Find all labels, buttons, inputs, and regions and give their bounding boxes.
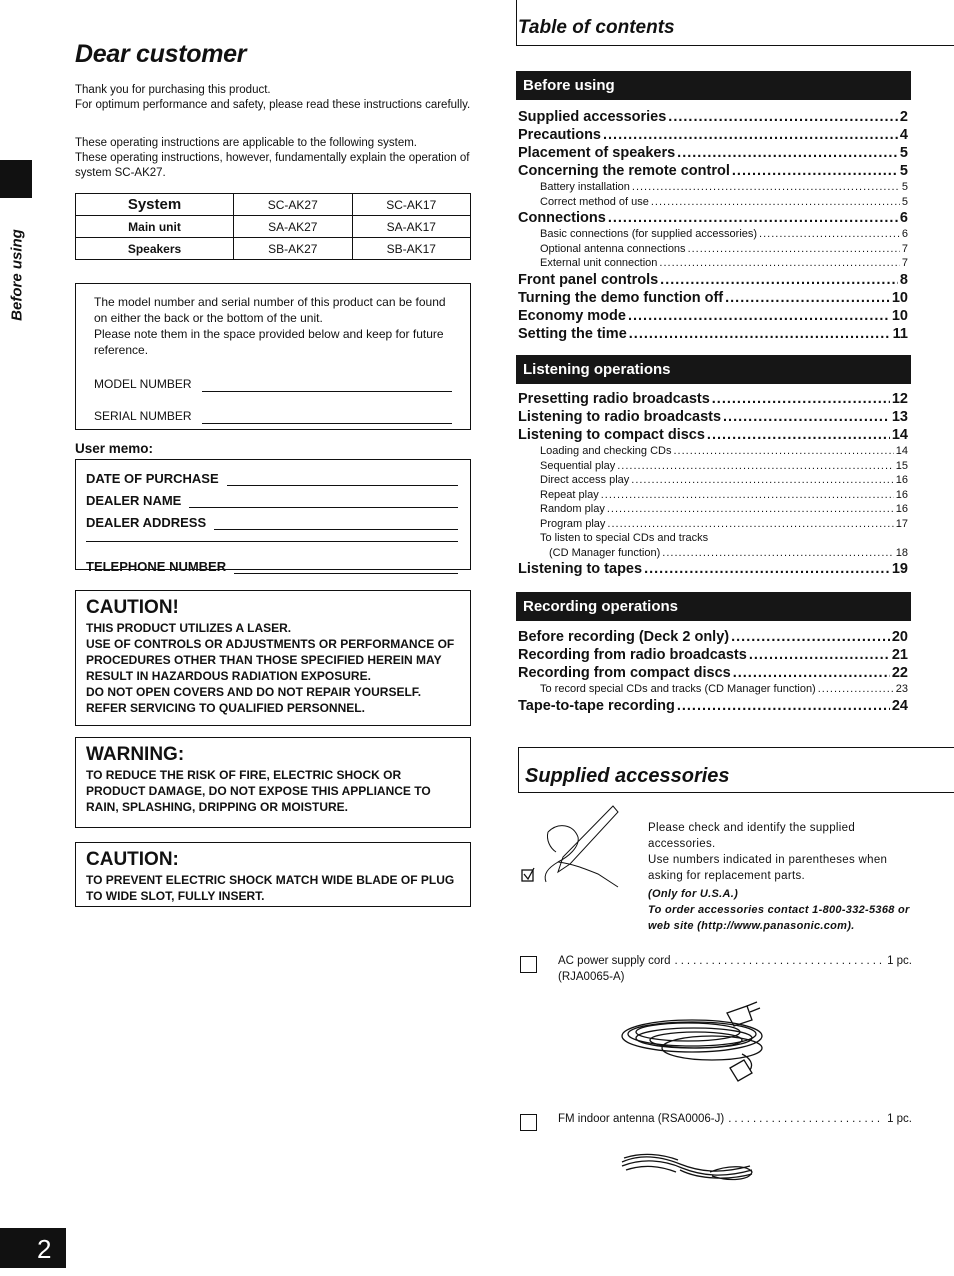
model-box-note: Please note them in the space provided below and keep for future reference. — [94, 327, 444, 357]
toc-entry-page: 22 — [891, 665, 908, 681]
memo-row — [86, 552, 460, 574]
serial-number-row — [94, 408, 452, 424]
leader-dots — [725, 290, 890, 306]
toc-title: Table of contents — [518, 17, 675, 38]
accessory-item — [520, 1113, 912, 1133]
checkbox[interactable] — [520, 1114, 537, 1131]
table-header-cell: SC-AK17 — [352, 194, 471, 216]
toc-entry-page: 2 — [899, 109, 908, 125]
toc-entry-page: 7 — [901, 257, 908, 269]
toc-entry-page: 16 — [895, 488, 908, 501]
toc-entry-page: 5 — [899, 145, 908, 161]
toc-entry[interactable] — [518, 272, 908, 290]
toc-entry-title: Loading and checking CDs — [540, 445, 672, 457]
dealer-name-label: DEALER NAME — [86, 493, 182, 508]
leader-dots — [659, 257, 899, 269]
table-header-cell: SC-AK27 — [234, 194, 353, 216]
toc-entry-page: 23 — [895, 683, 908, 695]
toc-entry[interactable] — [540, 196, 908, 211]
toc-entry-page: 19 — [891, 561, 908, 577]
leader-dots — [660, 272, 898, 288]
toc-entry-title: Repeat play — [540, 488, 599, 501]
warning-box — [75, 737, 471, 828]
toc-entry[interactable] — [518, 326, 908, 344]
accessory-name: AC power supply cord — [558, 955, 671, 967]
toc-entry-page: 8 — [899, 271, 908, 288]
toc-entry-title: Precautions — [518, 127, 601, 143]
accessory-line — [558, 955, 912, 967]
toc-entry-page: 17 — [895, 517, 908, 530]
model-box-text: The model number and serial number of this product can be found on either the back or the bottom of the unit. — [94, 295, 446, 325]
toc-entry-title: Economy mode — [518, 307, 626, 324]
system-table — [75, 193, 471, 260]
leader-dots — [607, 503, 894, 515]
toc-entry-title: Basic connections (for supplied accessories) — [540, 228, 758, 240]
toc-entry[interactable] — [518, 290, 908, 308]
toc-entry-title: Correct method of use — [540, 195, 649, 208]
toc-entry[interactable] — [518, 127, 908, 145]
toc-entry[interactable] — [518, 561, 908, 579]
table-cell: SA-AK17 — [352, 216, 471, 238]
toc-section-band: Listening operations — [516, 355, 911, 384]
toc-entry[interactable] — [518, 308, 908, 326]
toc-entry-title: External unit connection — [540, 257, 658, 269]
toc-entry[interactable] — [518, 629, 908, 647]
toc-entry-page: 21 — [891, 647, 908, 663]
caution-shock-box — [75, 842, 471, 907]
toc-entry-page: 13 — [891, 409, 908, 425]
table-cell: Main unit — [76, 216, 234, 238]
leader-dots — [732, 163, 898, 179]
caution-line: DO NOT OPEN COVERS AND DO NOT REPAIR YOURSELF. REFER SERVICING TO QUALIFIED PERSONNEL. — [86, 685, 422, 715]
leader-dots — [607, 518, 893, 530]
checkbox[interactable] — [520, 956, 537, 973]
caution-title: CAUTION! — [86, 597, 179, 618]
toc-entry-title: Listening to tapes — [518, 561, 643, 577]
toc-entry-title: Turning the demo function off — [518, 289, 724, 306]
usa-note: (Only for U.S.A.) — [648, 888, 739, 900]
toc-entry-title: Concerning the remote control — [518, 163, 730, 179]
toc-entry-title: Setting the time — [518, 325, 627, 342]
toc-entry-page: 15 — [895, 459, 908, 472]
toc-entry[interactable] — [518, 145, 908, 163]
toc-entry-page: 16 — [895, 474, 908, 486]
model-number-row — [94, 376, 452, 392]
toc-entry-title: Tape-to-tape recording — [518, 697, 675, 714]
leader-dots — [675, 955, 884, 967]
toc-entry-page: 5 — [901, 195, 908, 208]
memo-row — [86, 486, 460, 508]
serial-number-label: SERIAL NUMBER — [94, 409, 192, 423]
leader-dots — [733, 665, 890, 681]
toc-entry-page: 14 — [891, 427, 908, 443]
order-info: To order accessories contact 1-800-332-5368 or web site (http://www.panasonic.com). — [648, 904, 910, 932]
intro-thanks: Thank you for purchasing this product. — [75, 84, 271, 96]
toc-entry-title: Before recording (Deck 2 only) — [518, 629, 730, 645]
accessory-qty: 1 pc. — [887, 955, 912, 967]
toc-entry[interactable] — [549, 547, 908, 562]
caution-laser-box — [75, 590, 471, 726]
toc-entry-page: 5 — [901, 181, 908, 193]
intro-explain: These operating instructions, however, fundamentally explain the operation of system SC-AK27. — [75, 152, 470, 179]
leader-dots — [688, 243, 900, 255]
toc-entry-page: 7 — [901, 242, 908, 255]
toc-entry-title: Optional antenna connections — [540, 242, 686, 255]
supplied-description — [648, 820, 913, 934]
memo-line — [214, 519, 458, 530]
fm-antenna-image — [620, 1150, 756, 1186]
toc-entry-page: 14 — [895, 445, 908, 457]
toc-entry-title: Listening to radio broadcasts — [518, 409, 722, 425]
toc-entry-title: Connections — [518, 210, 606, 226]
serial-number-line — [202, 413, 452, 424]
side-label: Before using — [8, 229, 26, 321]
leader-dots — [628, 308, 890, 324]
leader-dots — [662, 547, 893, 559]
toc-entry-title: Battery installation — [540, 181, 630, 193]
intro-read: For optimum performance and safety, please read these instructions carefully. — [75, 99, 471, 111]
toc-entry[interactable] — [518, 210, 908, 228]
table-cell: Speakers — [76, 238, 234, 260]
toc-entry-page: 5 — [899, 163, 908, 179]
leader-dots — [617, 460, 894, 472]
date-of-purchase-label: DATE OF PURCHASE — [86, 471, 219, 486]
leader-dots — [677, 698, 890, 714]
accessory-qty: 1 pc. — [887, 1113, 912, 1125]
leader-dots — [632, 181, 900, 193]
toc-entry-page: 4 — [899, 127, 908, 143]
toc-entry-title: Listening to compact discs — [518, 427, 705, 443]
leader-dots — [673, 445, 893, 457]
toc-entry[interactable] — [540, 518, 908, 533]
toc-entry-page: 6 — [901, 228, 908, 240]
memo-line — [86, 541, 458, 542]
toc-entry-title: Presetting radio broadcasts — [518, 391, 710, 407]
supplied-check-text: Please check and identify the supplied accessories. — [648, 822, 856, 850]
toc-entry-page: 24 — [891, 697, 908, 714]
toc-entry-title: Random play — [540, 503, 605, 515]
leader-dots — [668, 109, 898, 125]
accessory-line — [558, 1113, 912, 1125]
section-marker — [0, 160, 32, 198]
toc-entry-title: (CD Manager function) — [549, 546, 661, 559]
toc-entry-page: 6 — [899, 210, 908, 226]
page-number: 2 — [0, 1228, 66, 1268]
model-number-label: MODEL NUMBER — [94, 377, 192, 391]
toc-entry[interactable] — [518, 698, 908, 716]
memo-row — [86, 464, 460, 486]
accessory-code: (RJA0065-A) — [558, 971, 625, 983]
power-cord-image — [612, 998, 772, 1086]
toc-frame — [516, 0, 517, 46]
page-title: Dear customer — [75, 40, 247, 68]
leader-dots — [759, 228, 900, 240]
toc-entry[interactable] — [540, 489, 908, 504]
toc-entry[interactable] — [540, 503, 908, 518]
leader-dots — [629, 326, 891, 342]
leader-dots — [728, 1113, 883, 1125]
toc-entry-page: 12 — [891, 391, 908, 407]
table-row — [76, 216, 471, 238]
toc-entry[interactable] — [518, 427, 908, 445]
toc-entry[interactable] — [540, 445, 908, 460]
telephone-number-label: TELEPHONE NUMBER — [86, 559, 227, 574]
pencil-check-icon — [518, 802, 628, 892]
toc-entry-page: 16 — [895, 503, 908, 515]
caution-title: CAUTION: — [86, 849, 179, 870]
memo-line — [227, 475, 458, 486]
leader-dots — [603, 127, 898, 143]
toc-entry-page: 20 — [891, 629, 908, 645]
table-row — [76, 238, 471, 260]
table-cell: SB-AK17 — [352, 238, 471, 260]
supplied-numbers-text: Use numbers indicated in parentheses when asking for replacement parts. — [648, 854, 888, 882]
toc-entry[interactable] — [518, 647, 908, 665]
table-row — [76, 194, 471, 216]
toc-entry[interactable] — [540, 474, 908, 489]
toc-entry[interactable] — [518, 391, 908, 409]
toc-entry-title: Sequential play — [540, 459, 616, 472]
supplied-frame — [518, 747, 519, 793]
accessory-name: FM indoor antenna (RSA0006-J) — [558, 1113, 725, 1125]
toc-entry[interactable] — [518, 163, 908, 181]
leader-dots — [677, 145, 898, 161]
toc-entry[interactable] — [540, 532, 908, 547]
leader-dots — [723, 409, 890, 425]
leader-dots — [731, 629, 890, 645]
toc-section-band: Recording operations — [516, 592, 911, 621]
toc-entry-title: To record special CDs and tracks (CD Manager function) — [540, 683, 816, 695]
caution-text: TO PREVENT ELECTRIC SHOCK MATCH WIDE BLADE OF PLUG TO WIDE SLOT, FULLY INSERT. — [86, 873, 455, 903]
supplied-accessories-title: Supplied accessories — [525, 765, 730, 787]
memo-line — [189, 497, 458, 508]
toc-entry[interactable] — [540, 228, 908, 243]
user-memo-label: User memo: — [75, 441, 154, 456]
toc-entry[interactable] — [518, 409, 908, 427]
caution-line: USE OF CONTROLS OR ADJUSTMENTS OR PERFORMANCE OF PROCEDURES OTHER THAN THOSE SPECIFIED HEREIN MAY RESULT IN HAZARDOUS RADIATION EXPOSURE. — [86, 637, 455, 683]
toc-entry-title: Placement of speakers — [518, 145, 676, 161]
memo-row — [86, 530, 460, 552]
leader-dots — [818, 683, 894, 695]
toc-entry-title: Recording from radio broadcasts — [518, 647, 747, 663]
toc-entry-title: Program play — [540, 517, 606, 530]
toc-entry[interactable] — [540, 257, 908, 272]
toc-entry[interactable] — [518, 665, 908, 683]
warning-title: WARNING: — [86, 744, 185, 765]
leader-dots — [631, 474, 893, 486]
toc-entry-title: Recording from compact discs — [518, 665, 731, 681]
toc-entry-title: Front panel controls — [518, 271, 659, 288]
toc-entry-title: Direct access play — [540, 474, 630, 486]
leader-dots — [651, 196, 900, 208]
leader-dots — [608, 210, 898, 226]
accessory-item — [520, 955, 912, 989]
supplied-frame — [518, 747, 954, 748]
table-cell: SA-AK27 — [234, 216, 353, 238]
model-number-line — [202, 381, 452, 392]
toc-frame — [516, 45, 954, 46]
intro-system: These operating instructions are applicable to the following system. — [75, 137, 417, 149]
toc-entry[interactable] — [540, 683, 908, 698]
warning-text: TO REDUCE THE RISK OF FIRE, ELECTRIC SHOCK OR PRODUCT DAMAGE, DO NOT EXPOSE THIS APPLIANCE TO RAIN, SPLASHING, DRIPPING OR MOISTURE. — [86, 768, 431, 814]
toc-entry[interactable] — [540, 460, 908, 475]
dealer-address-label: DEALER ADDRESS — [86, 515, 207, 530]
toc-entry-title: To listen to special CDs and tracks — [540, 532, 709, 544]
intro-applicable — [75, 136, 472, 181]
toc-entry[interactable] — [540, 181, 908, 196]
toc-entry-page: 10 — [891, 307, 908, 324]
leader-dots — [712, 391, 890, 407]
toc-entry[interactable] — [540, 243, 908, 258]
toc-entry-page: 18 — [895, 546, 908, 559]
caution-line: THIS PRODUCT UTILIZES A LASER. — [86, 621, 292, 635]
table-cell: SB-AK27 — [234, 238, 353, 260]
leader-dots — [644, 561, 890, 577]
toc-entry-page: 10 — [891, 289, 908, 306]
table-header-cell: System — [76, 194, 234, 216]
supplied-frame — [518, 792, 954, 793]
leader-dots — [601, 489, 894, 501]
toc-entry[interactable] — [518, 109, 908, 127]
toc-entry-page: 11 — [892, 325, 908, 342]
user-memo-box — [75, 459, 471, 574]
leader-dots — [707, 427, 890, 443]
toc-entry-title: Supplied accessories — [518, 109, 667, 125]
model-number-box — [75, 283, 471, 430]
intro-paragraph — [75, 83, 472, 113]
memo-line — [234, 563, 458, 574]
memo-row — [86, 508, 460, 530]
toc-section-band: Before using — [516, 71, 911, 100]
leader-dots — [749, 647, 890, 663]
